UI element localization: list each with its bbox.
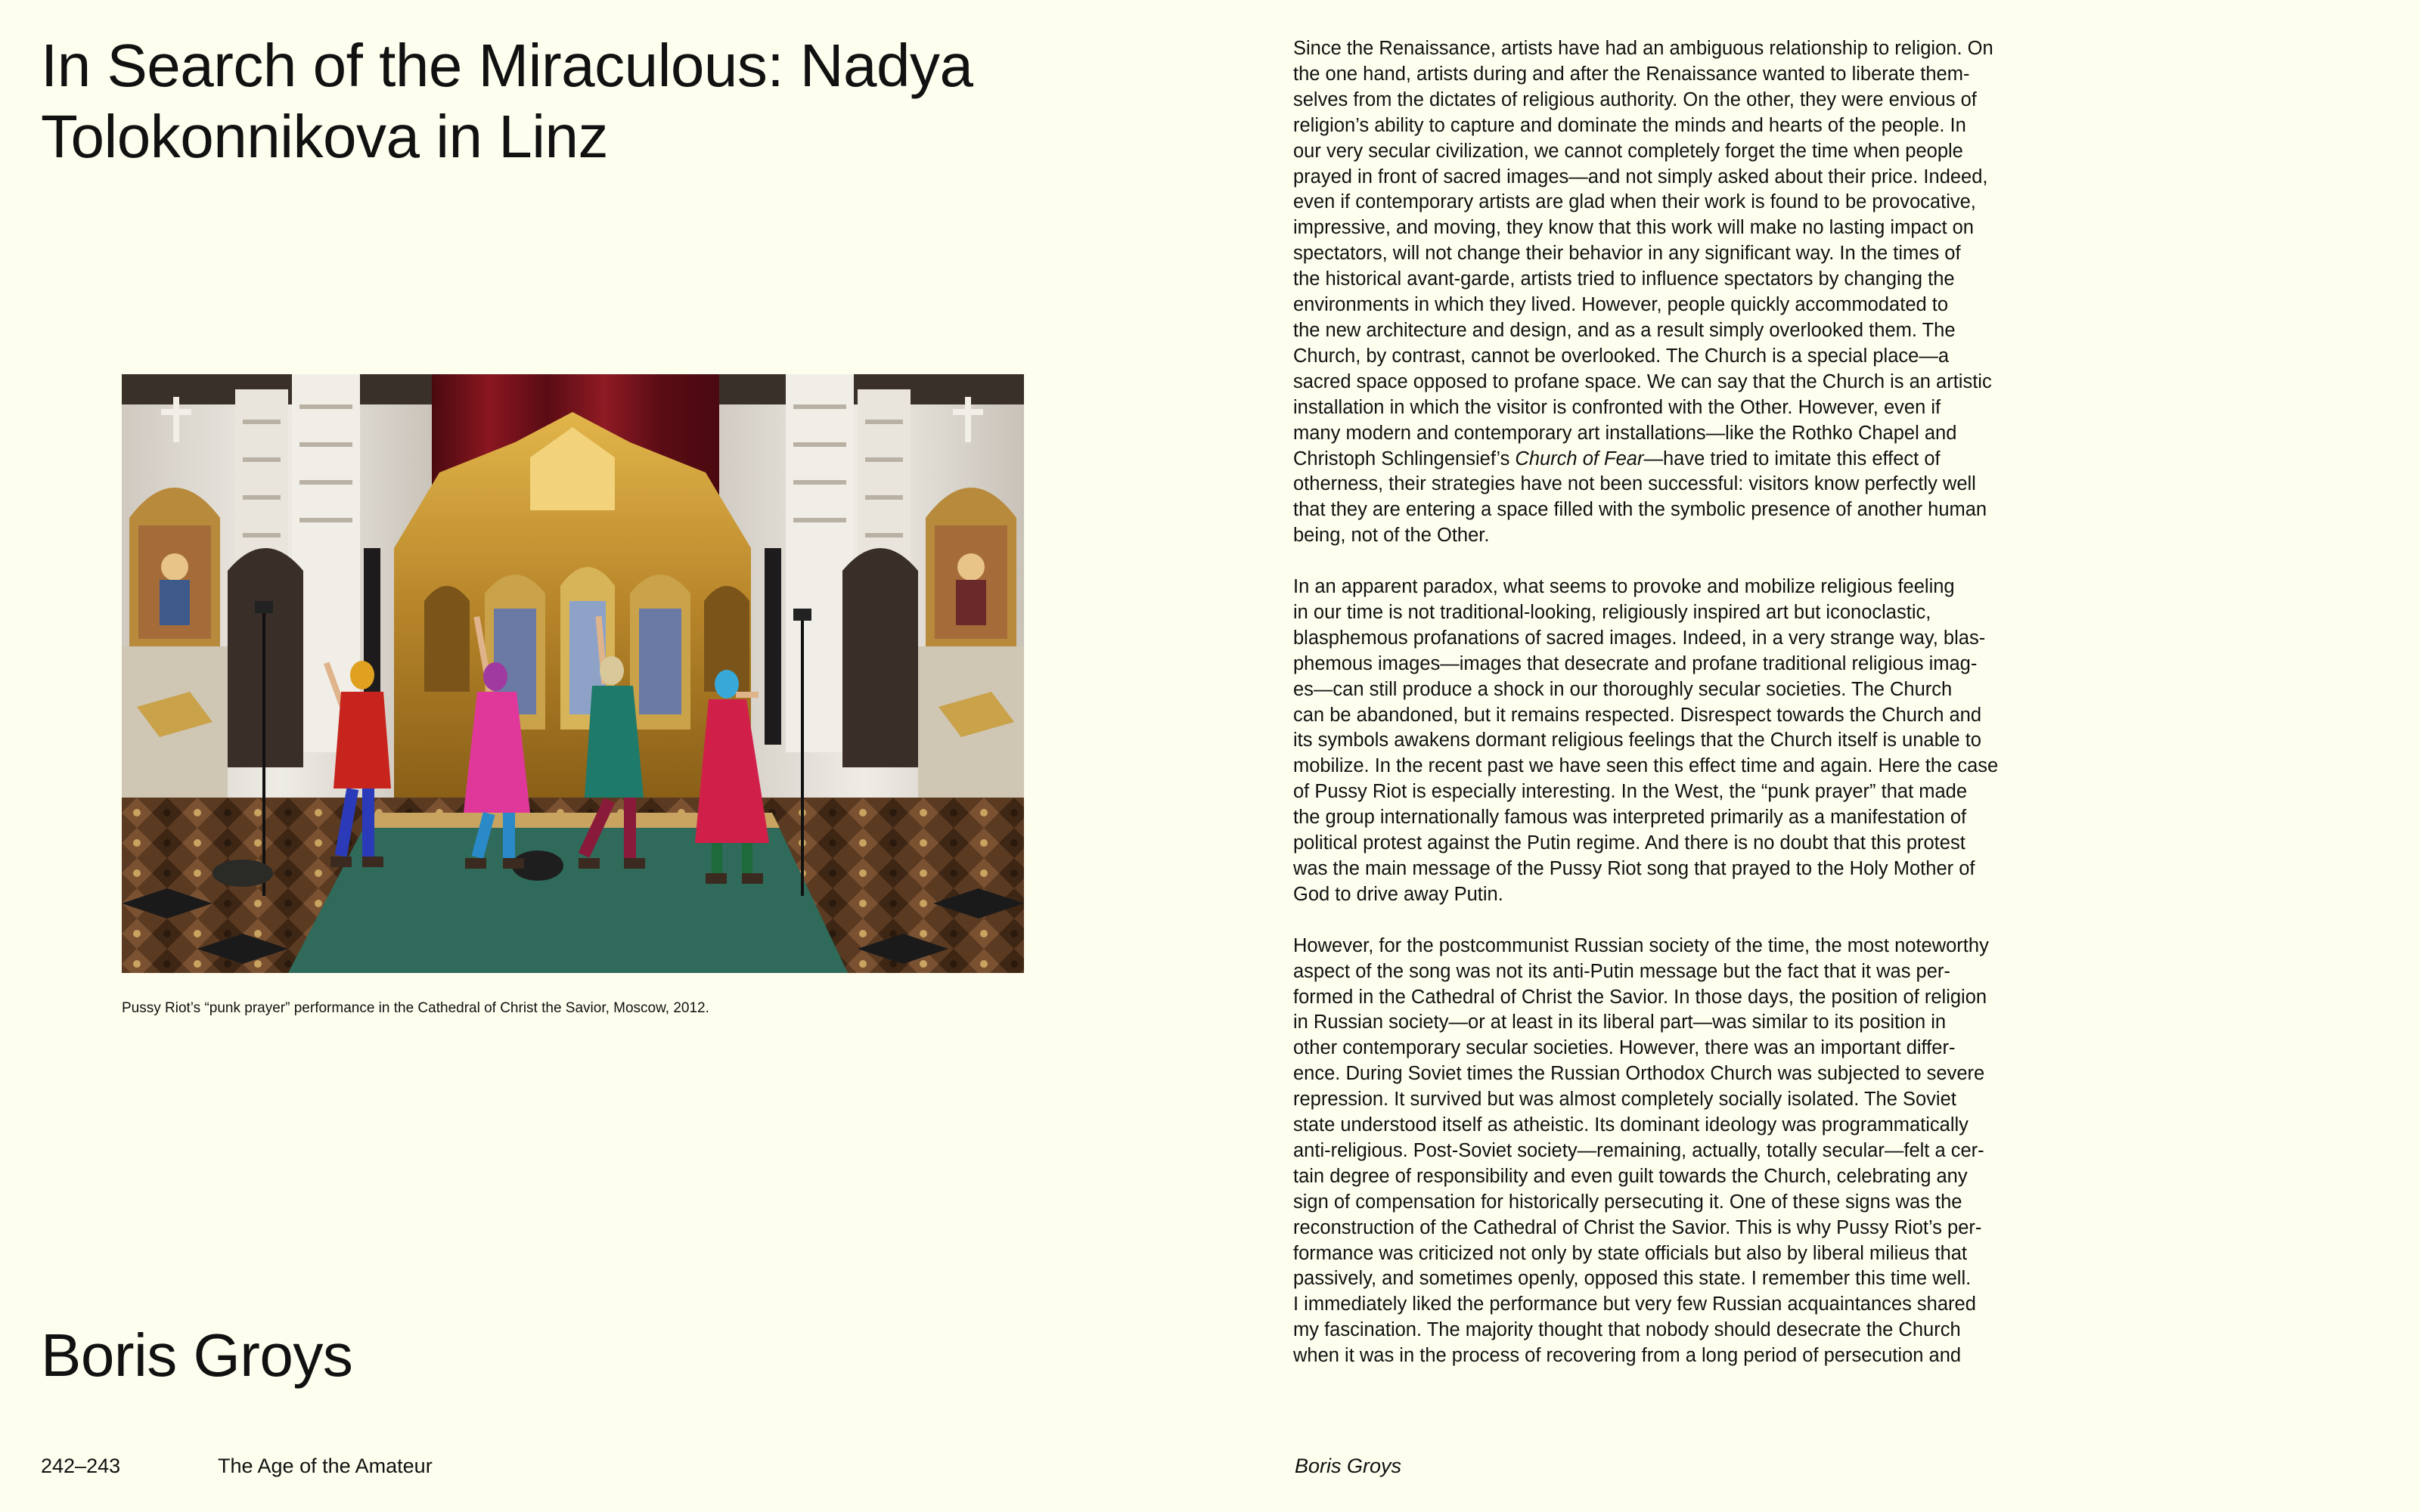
text-line: in Russian society—or at least in its liberal part—was similar to its position in <box>1293 1012 1947 1033</box>
photo <box>122 374 1024 973</box>
text-line: other contemporary secular societies. However, there was an important differ- <box>1293 1037 1956 1059</box>
text-line: otherness, their strategies have not been successful: visitors know perfectly well <box>1293 473 1976 495</box>
text-line: can be abandoned, but it remains respected. Disrespect towards the Church and <box>1293 704 1982 726</box>
text-line: selves from the dictates of religious authority. On the other, they were envious of <box>1293 88 1977 110</box>
text-line: religion’s ability to capture and dominate the minds and hearts of the people. In <box>1293 114 1966 136</box>
text-line <box>1293 447 2019 472</box>
text-line: God to drive away Putin. <box>1293 883 1503 905</box>
text-line: blasphemous profanations of sacred images. Indeed, in a very strange way, blas- <box>1293 627 1986 649</box>
text-line: our very secular civilization, we cannot completely forget the time when people <box>1293 140 1963 162</box>
text-line: es—can still produce a shock in our thoroughly secular societies. The Church <box>1293 678 1953 700</box>
paragraph-2 <box>1293 575 2019 908</box>
text-line: sacred space opposed to profane space. We can say that the Church is an artistic <box>1293 370 1992 392</box>
text-line: environments in which they lived. However, people quickly accommodated to <box>1293 294 1949 316</box>
text-line: the historical avant-garde, artists tried to influence spectators by changing the <box>1293 268 1955 290</box>
text-line: being, not of the Other. <box>1293 525 1490 547</box>
text-line: repression. It survived but was almost completely socially isolated. The Soviet <box>1293 1089 1956 1111</box>
text-line: state understood itself as atheistic. Its dominant ideology was programmatically <box>1293 1114 1969 1136</box>
text-line: installation in which the visitor is confronted with the Other. However, even if <box>1293 396 1941 418</box>
italic-title: Church of Fear <box>1515 448 1644 469</box>
text-line: impressive, and moving, they know that this work will make no lasting impact on <box>1293 217 1974 239</box>
text-line: its symbols awakens dormant religious feelings that the Church itself is unable to <box>1293 730 1981 751</box>
text-line: phemous images—images that desecrate and profane traditional religious imag- <box>1293 652 1978 674</box>
page-title: In Search of the Miraculous: Nadya Tolokonnikova in Linz <box>41 32 973 170</box>
text-line: when it was in the process of recovering from a long period of persecution and <box>1293 1345 1962 1367</box>
text-line: reconstruction of the Cathedral of Christ the Savior. This is why Pussy Riot’s per- <box>1293 1216 1982 1238</box>
text-line: mobilize. In the recent past we have seen this effect time and again. Here the case <box>1293 755 1999 777</box>
text-line: spectators, will not change their behavior in any significant way. In the times of <box>1293 243 1961 265</box>
paragraph-3 <box>1293 934 2019 1369</box>
text-segment: Christoph Schlingensief’s <box>1293 448 1516 469</box>
text-line: passively, and sometimes openly, opposed this state. I remember this time well. <box>1293 1268 1972 1290</box>
book-title: The Age of the Amateur <box>218 1455 433 1477</box>
text-line: the one hand, artists during and after the Renaissance wanted to liberate them- <box>1293 63 1970 85</box>
text-line: formed in the Cathedral of Christ the Savior. In those days, the position of religion <box>1293 986 1987 1008</box>
text-line: in our time is not traditional-looking, religiously inspired art but iconoclastic, <box>1293 601 1931 623</box>
paragraph-1 <box>1293 36 2019 549</box>
text-line: anti-religious. Post-Soviet society—remaining, actually, totally secular—felt a cer- <box>1293 1139 1984 1161</box>
author-name: Boris Groys <box>41 1321 353 1389</box>
text-line: was the main message of the Pussy Riot song that prayed to the Holy Mother of <box>1293 857 1975 879</box>
text-line: many modern and contemporary art installations—like the Rothko Chapel and <box>1293 422 1957 444</box>
text-line: In an apparent paradox, what seems to provoke and mobilize religious feeling <box>1293 576 1955 598</box>
text-line: I immediately liked the performance but very few Russian acquaintances shared <box>1293 1294 1976 1315</box>
text-line: ence. During Soviet times the Russian Orthodox Church was subjected to severe <box>1293 1063 1985 1085</box>
body-text <box>1293 36 2019 1395</box>
text-line: my fascination. The majority thought that nobody should desecrate the Church <box>1293 1319 1961 1341</box>
text-line: Since the Renaissance, artists have had an ambiguous relationship to religion. On <box>1293 38 1993 59</box>
text-line: that they are entering a space filled with the symbolic presence of another human <box>1293 499 1987 521</box>
text-line: of Pussy Riot is especially interesting. In the West, the “punk prayer” that made <box>1293 781 1968 803</box>
running-author: Boris Groys <box>1295 1455 1402 1477</box>
text-segment: —have tried to imitate this effect of <box>1643 448 1941 469</box>
text-line: formance was criticized not only by state officials but also by liberal milieus that <box>1293 1242 1968 1264</box>
text-line: However, for the postcommunist Russian society of the time, the most noteworthy <box>1293 934 1989 956</box>
text-line: the new architecture and design, and as a result simply overlooked them. The <box>1293 319 1956 341</box>
cathedral-performance-image <box>122 374 1024 973</box>
text-line: Church, by contrast, cannot be overlooked. The Church is a special place—a <box>1293 345 1949 367</box>
text-line: sign of compensation for historically persecuting it. One of these signs was the <box>1293 1191 1962 1213</box>
text-line: prayed in front of sacred images—and not simply asked about their price. Indeed, <box>1293 166 1988 187</box>
text-line: tain degree of responsibility and even guilt towards the Church, celebrating any <box>1293 1165 1968 1187</box>
text-line: aspect of the song was not its anti-Putin message but the fact that it was per- <box>1293 960 1950 982</box>
page-numbers: 242–243 <box>41 1455 121 1477</box>
figure-caption: Pussy Riot’s “punk prayer” performance in the Cathedral of Christ the Savior, Moscow, 2012. <box>122 1000 709 1016</box>
text-line: the group internationally famous was interpreted primarily as a manifestation of <box>1293 807 1967 829</box>
text-line: even if contemporary artists are glad when their work is found to be provocative, <box>1293 191 1976 213</box>
text-line: political protest against the Putin regime. And there is no doubt that this protest <box>1293 832 1965 854</box>
